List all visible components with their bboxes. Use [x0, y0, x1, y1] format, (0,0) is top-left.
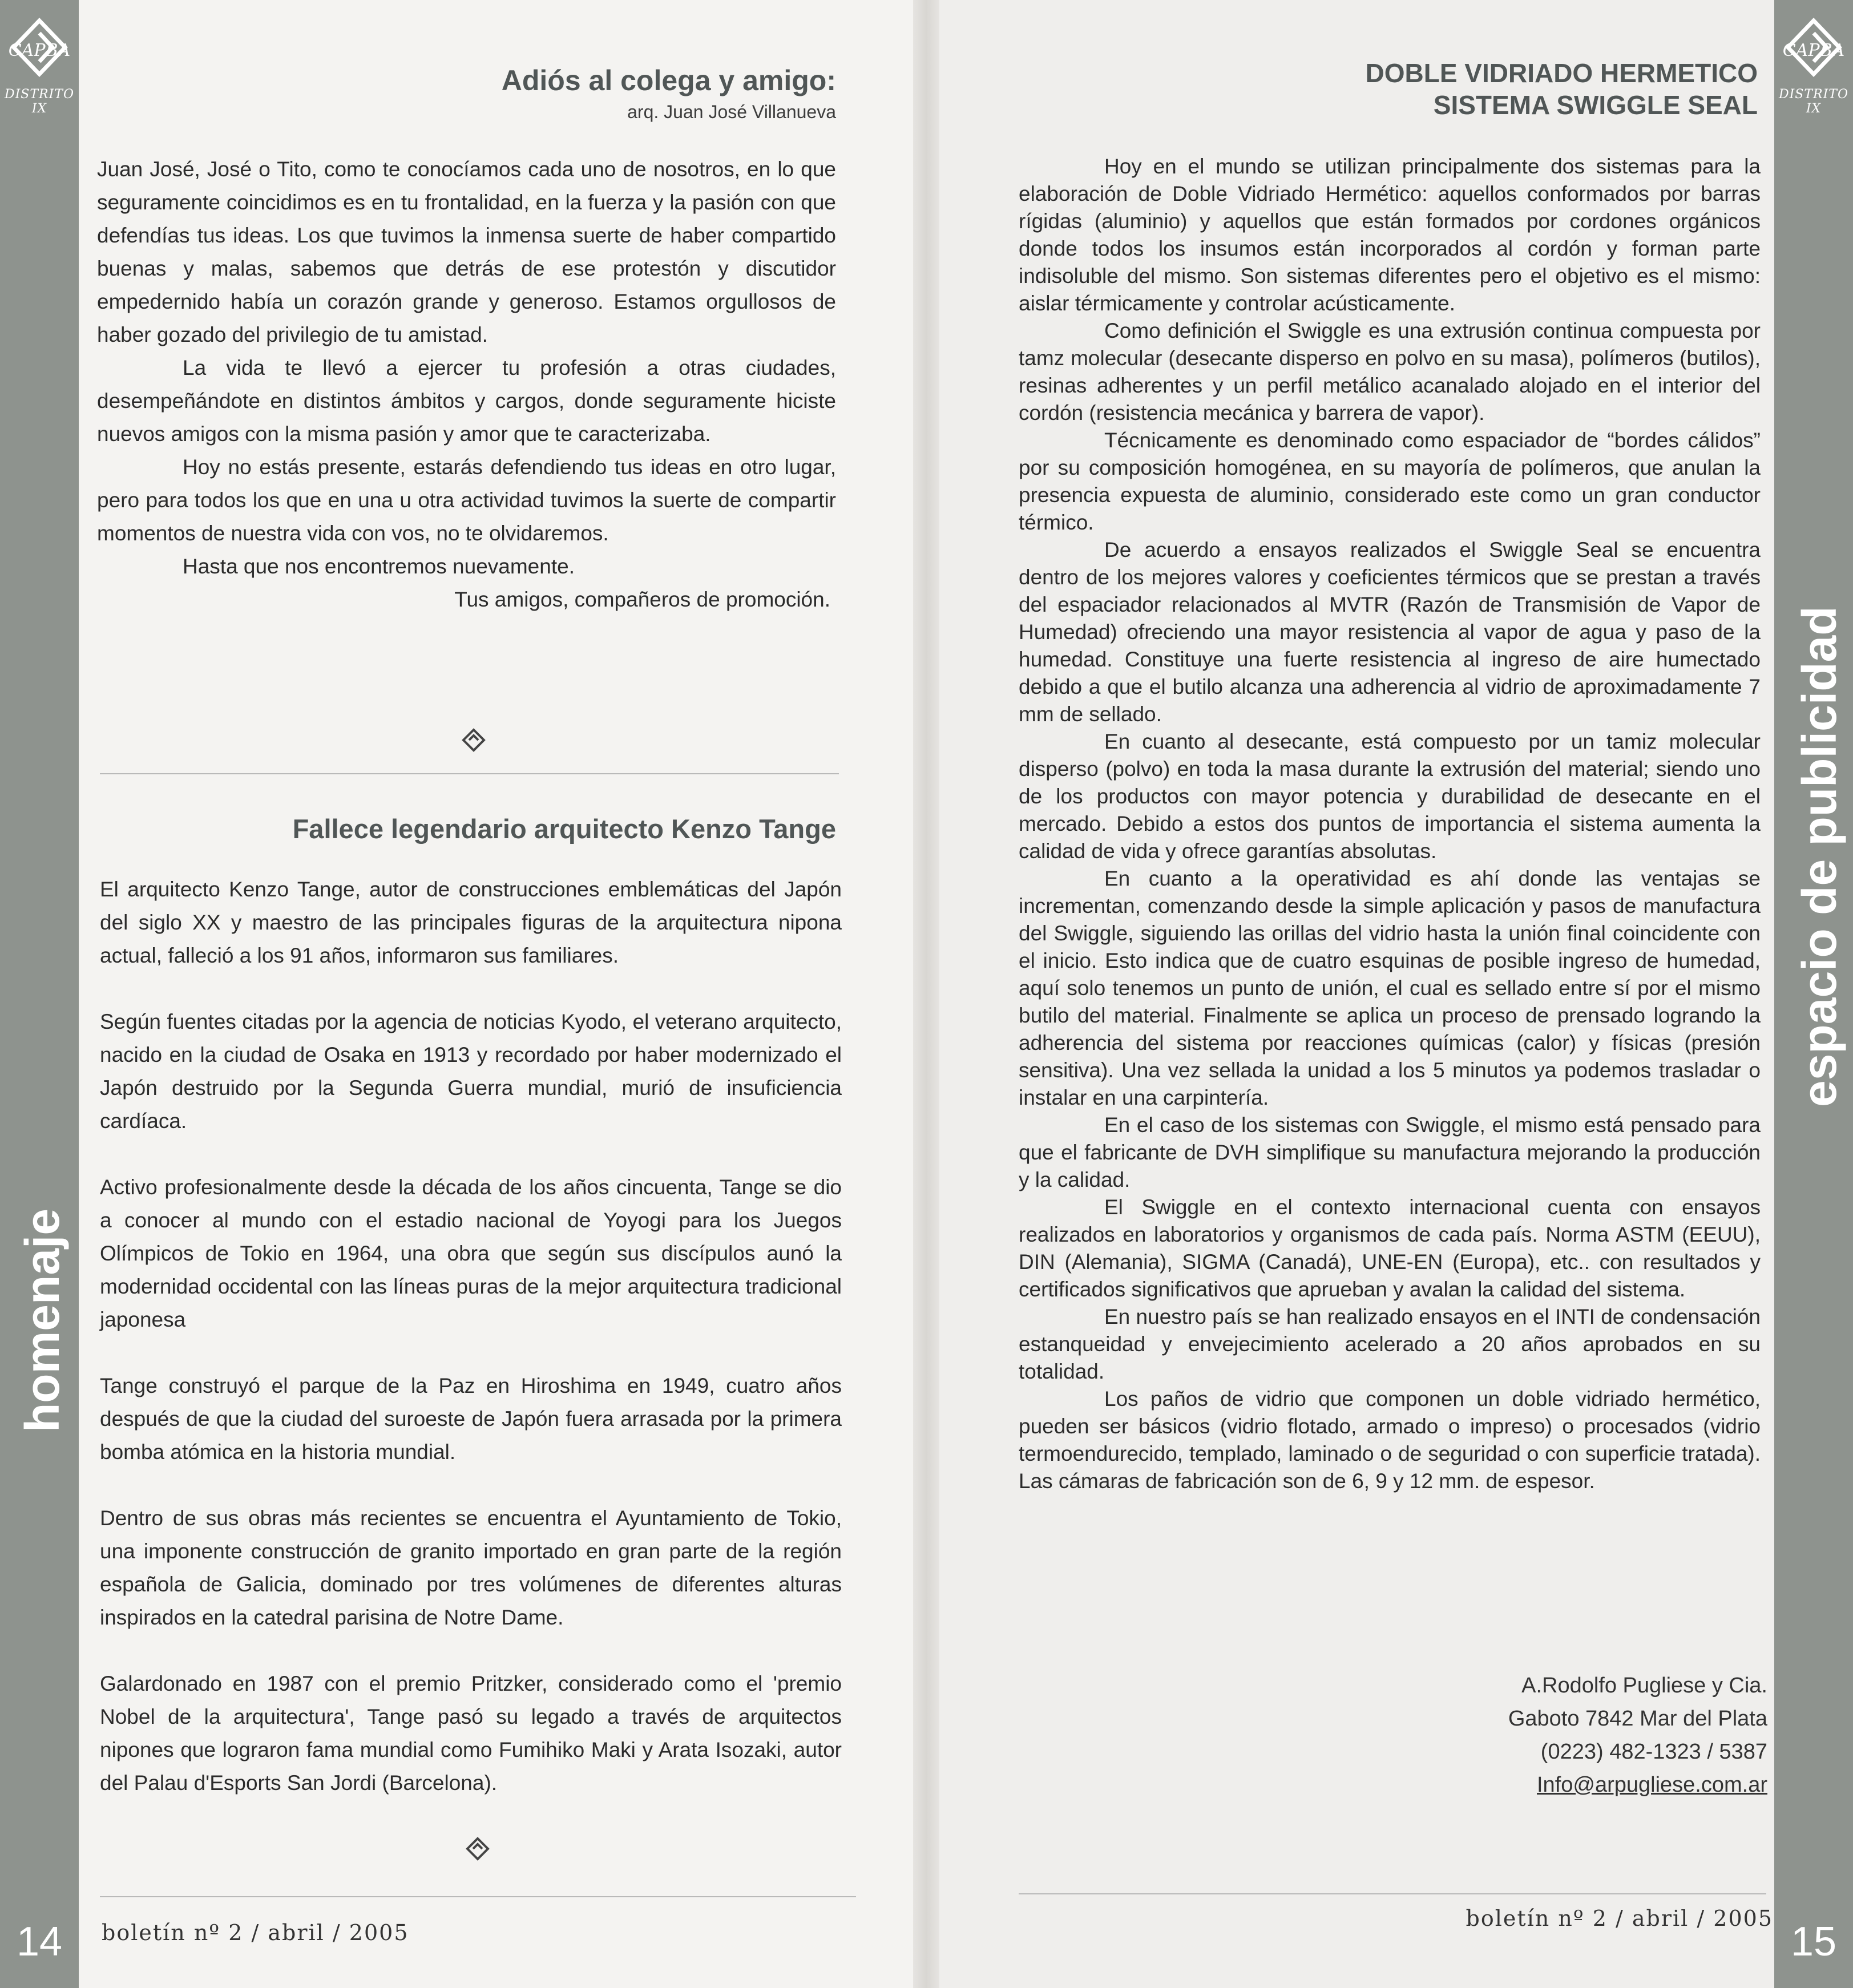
capba-logo-icon: [1782, 16, 1845, 84]
article1-author: arq. Juan José Villanueva: [627, 102, 836, 122]
ad-title-line1: DOBLE VIDRIADO HERMETICO: [1365, 58, 1758, 88]
article-divider: [100, 773, 839, 774]
ad-title-line2: SISTEMA SWIGGLE SEAL: [1433, 90, 1758, 120]
ad-paragraph: En cuanto al desecante, está compuesto por un tamiz molecular disperso (polvo) en toda la masa durante la extrusión del material; siendo uno de los productos con mayor potencia y durabilidad de desecante en el mercado. Debido a estos dos puntos de importancia el sistema aumenta la calidad de vida y ofrece garantías absolutas.: [1019, 730, 1761, 863]
separator-logo-icon: [461, 728, 486, 753]
capba-logo-icon: [8, 16, 71, 84]
ad-paragraph: Hoy en el mundo se utilizan principalmente dos sistemas para la elaboración de Doble Vidriado Hermético: aquellos conformados por barras rígidas (aluminio) y aquellos que están formados por cordones orgánicos donde todos los insumos están incorporados al cordón y forman parte indisoluble del mismo. Son sistemas diferentes pero el objetivo es el mismo: aislar térmicamente y controlar acústicamente.: [1019, 155, 1761, 315]
svg-text:CAPBA: CAPBA: [8, 41, 71, 60]
page-number-left: 14: [16, 1919, 63, 1965]
article1-body: [97, 153, 836, 616]
ad-paragraph: El Swiggle en el contexto internacional cuenta con ensayos realizados en laboratorios y organismos de cada país. Norma ASTM (EEUU), DIN (Alemania), SIGMA (Canadá), UNE-EN (Europa), etc.. con resultados y certificados significativos que aprueban y avalan la calidad del sistema.: [1019, 1195, 1761, 1301]
footer-left: boletín nº 2 / abril / 2005: [102, 1920, 409, 1945]
section-label-homenaje: homenaje: [15, 1208, 69, 1432]
right-side-band: [1774, 0, 1853, 1988]
advertiser-company: A.Rodolfo Pugliese y Cia.: [1521, 1674, 1767, 1698]
advertiser-address: Gaboto 7842 Mar del Plata: [1508, 1707, 1767, 1731]
ad-paragraph: Los paños de vidrio que componen un doble vidriado hermético, pueden ser básicos (vidrio flotado, armado o impreso) o procesados (vidrio termoendurecido, templado, laminado o de seguridad o con superficie tratada). Las cámaras de fabricación son de 6, 9 y 12 mm. de espesor.: [1019, 1387, 1761, 1493]
footer-rule-right: [1019, 1893, 1766, 1894]
advertiser-email-link[interactable]: Info@arpugliese.com.ar: [1537, 1773, 1767, 1797]
footer-right: boletín nº 2 / abril / 2005: [1466, 1906, 1773, 1931]
article1-title: Adiós al colega y amigo:: [501, 64, 836, 96]
article2-paragraph: Dentro de sus obras más recientes se encuentra el Ayuntamiento de Tokio, una imponente construcción de granito importado en gran parte de la región española de Galicia, dominado por tres volúmenes de diferentes alturas inspirados en la catedral parisina de Notre Dame.: [100, 1506, 842, 1629]
article2-paragraph: Tange construyó el parque de la Paz en Hiroshima en 1949, cuatro años después de que la ciudad del suroeste de Japón fuera arrasada por la primera bomba atómica en la historia mundial.: [100, 1374, 842, 1464]
ad-paragraph: De acuerdo a ensayos realizados el Swiggle Seal se encuentra dentro de los mejores valores y coeficientes térmicos que se prestan a través del espaciador relacionados al MVTR (Razón de Transmisión de Vapor de Humedad) ofreciendo una mayor resistencia al vapor de agua y paso de la humedad. Constituye una fuerte resistencia al ingreso de aire humectado debido a que el butilo alcanza una adherencia al vidrio de aproximadamente 7 mm de sellado.: [1019, 538, 1761, 726]
article1-paragraph: Juan José, José o Tito, como te conocíamos cada uno de nosotros, en lo que seguramente coincidimos es en tu frontalidad, en la fuerza y la pasión con que defendías tus ideas. Los que tuvimos la inmensa suerte de haber compartido buenas y malas, sabemos que detrás de ese protestón y discutidor empedernido había un corazón grande y generoso. Estamos orgullosos de haber gozado del privilegio de tu amistad.: [97, 157, 836, 346]
ad-paragraph: Técnicamente es denominado como espaciador de “bordes cálidos” por su composición homogénea, en su mayoría de polímeros, que anulan la presencia expuesta de aluminio, considerado este como un gran conductor térmico.: [1019, 429, 1761, 534]
article2-paragraph: Activo profesionalmente desde la década de los años cincuenta, Tange se dio a conocer al mundo con el estadio nacional de Yoyogi para los Juegos Olímpicos de Tokio en 1964, una obra que según sus discípulos aunó la modernidad occidental con las líneas puras de la mejor arquitectura tradicional japonesa: [100, 1175, 842, 1331]
article1-signoff: Tus amigos, compañeros de promoción.: [454, 588, 830, 611]
page-number-right: 15: [1790, 1919, 1837, 1965]
capba-logo: [1774, 16, 1853, 116]
ad-paragraph: En cuanto a la operatividad es ahí donde las ventajas se incrementan, comenzando desde la simple aplicación y pasos de manufactura del Swiggle, siguiendo las orillas del vidrio hasta la unión final coincidente con el inicio. Esto indica que de cuatro esquinas de posible ingreso de humedad, aquí solo tenemos un punto de unión, el cual es sellado entre sí por el mismo butilo del material. Finalmente se aplica un proceso de prensado logrando la adherencia del sistema por reacciones químicas (calor) y físicas (presión sensitiva). Una vez sellada la unidad a los 5 minutos ya podemos trasladar o instalar en una carpintería.: [1019, 867, 1761, 1109]
article1-paragraph: La vida te llevó a ejercer tu profesión a otras ciudades, desempeñándote en distintos ámbitos y cargos, donde seguramente hiciste nuevos amigos con la misma pasión y amor que te caracterizaba.: [97, 356, 836, 446]
advertiser-phone: (0223) 482-1323 / 5387: [1540, 1740, 1767, 1764]
advertiser-signature: [1508, 1669, 1767, 1801]
footer-rule-left: [100, 1896, 856, 1897]
ad-paragraph: En el caso de los sistemas con Swiggle, el mismo está pensado para que el fabricante de DVH simplifique su manufactura mejorando la producción y la calidad.: [1019, 1113, 1761, 1191]
ad-body: [1019, 153, 1761, 1495]
article2-paragraph: El arquitecto Kenzo Tange, autor de construcciones emblemáticas del Japón del siglo XX y maestro de las principales figuras de la arquitectura nipona actual, falleció a los 91 años, informaron sus familiares.: [100, 878, 842, 967]
left-side-band: [0, 0, 79, 1988]
article2-paragraph: Galardonado en 1987 con el premio Pritzker, considerado como el 'premio Nobel de la arquitectura', Tange pasó su legado a través de arquitectos nipones que lograron fama mundial como Fumihiko Maki y Arata Isozaki, autor del Palau d'Esports San Jordi (Barcelona).: [100, 1672, 842, 1795]
logo-subtitle: DISTRITO IX: [1778, 87, 1849, 116]
logo-subtitle: DISTRITO IX: [4, 87, 75, 116]
ad-title: [1022, 57, 1758, 121]
article1-paragraph: Hoy no estás presente, estarás defendiendo tus ideas en otro lugar, pero para todos los que en una u otra actividad tuvimos la suerte de compartir momentos de nuestra vida con vos, no te olvidaremos.: [97, 455, 836, 545]
left-page: [0, 0, 922, 1988]
capba-logo: [0, 16, 79, 116]
article2-body: [100, 873, 842, 1800]
article2-title: Fallece legendario arquitecto Kenzo Tange: [292, 814, 836, 844]
svg-text:CAPBA: CAPBA: [1782, 41, 1845, 60]
end-logo-icon: [465, 1836, 490, 1861]
ad-paragraph: Como definición el Swiggle es una extrusión continua compuesta por tamz molecular (desecante disperso en polvo en su masa), polímeros (butilos), resinas adherentes y un perfil metálico acanalado alojado en el interior del cordón (resistencia mecánica y barrera de vapor).: [1019, 319, 1761, 425]
section-label-publicidad: espacio de publicidad: [1793, 606, 1846, 1107]
ad-paragraph: En nuestro país se han realizado ensayos en el INTI de condensación estanqueidad y envejecimiento acelerado a 20 años aprobados en su totalidad.: [1019, 1305, 1761, 1383]
article1-paragraph: Hasta que nos encontremos nuevamente.: [183, 555, 575, 578]
article2-paragraph: Según fuentes citadas por la agencia de noticias Kyodo, el veterano arquitecto, nacido en la ciudad de Osaka en 1913 y recordado por haber modernizado el Japón destruido por la Segunda Guerra mundial, murió de insuficiencia cardíaca.: [100, 1010, 842, 1133]
